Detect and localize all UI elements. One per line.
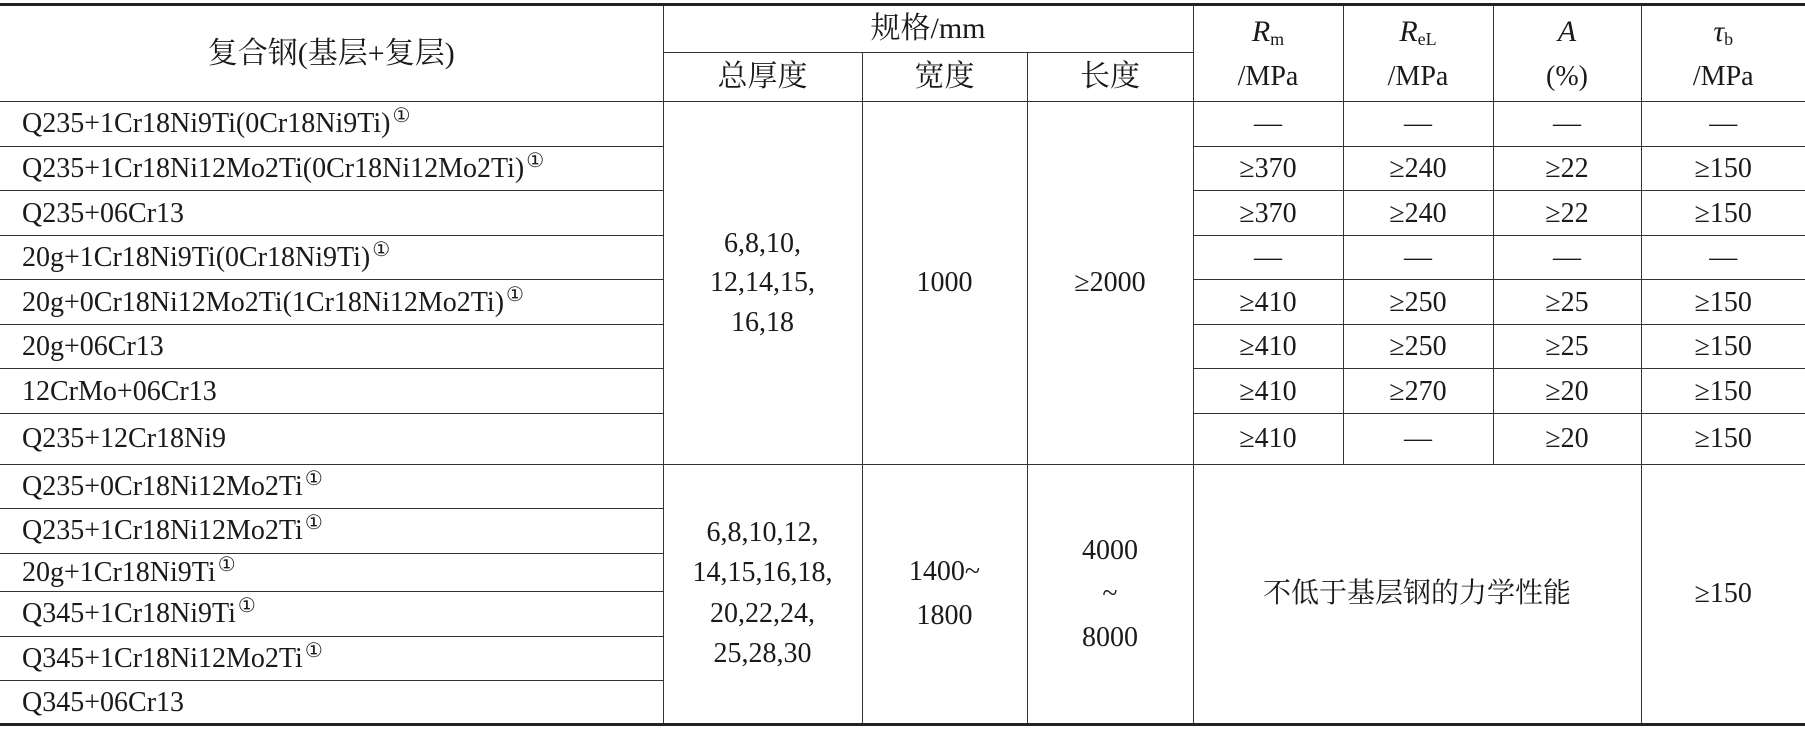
thickness-line: 6,8,10, <box>724 228 801 260</box>
composite-name: Q235+1Cr18Ni9Ti(0Cr18Ni9Ti) <box>22 108 391 140</box>
thickness-line: 20,22,24, <box>710 597 815 629</box>
width-line: 1400~ <box>908 556 981 588</box>
footnote-marker: ① <box>506 283 524 306</box>
rel-cell: ≥270 <box>1343 369 1493 414</box>
composite-name-cell <box>0 280 663 325</box>
length-line: 4000 <box>1082 534 1138 566</box>
composite-steel-spec-table <box>0 3 1805 726</box>
header-rel <box>1343 5 1493 102</box>
composite-name: Q345+1Cr18Ni12Mo2Ti <box>22 643 303 675</box>
tau-unit: /MPa <box>1692 61 1754 93</box>
composite-name: 20g+1Cr18Ni9Ti <box>22 556 216 588</box>
composite-name-cell <box>0 681 663 725</box>
rel-cell: ≥250 <box>1343 324 1493 369</box>
header-row-1 <box>0 5 1805 53</box>
group2-properties: 不低于基层钢的力学性能 <box>1193 464 1641 724</box>
composite-name: Q235+12Cr18Ni9 <box>22 423 227 455</box>
rm-cell: ≥410 <box>1193 369 1343 414</box>
composite-name-cell <box>0 191 663 236</box>
footnote-marker: ① <box>526 150 545 173</box>
composite-name: Q345+1Cr18Ni9Ti <box>22 598 236 630</box>
footnote-marker: ① <box>304 640 323 663</box>
group1-length: ≥2000 <box>1027 102 1193 464</box>
rel-cell: — <box>1343 102 1493 147</box>
a-cell: ≥25 <box>1493 280 1641 325</box>
tau-cell: ≥150 <box>1641 191 1805 236</box>
header-composite: 复合钢(基层+复层) <box>0 5 663 102</box>
rm-cell: ≥410 <box>1193 324 1343 369</box>
rel-cell: — <box>1343 414 1493 465</box>
composite-name-cell <box>0 509 663 554</box>
header-length: 长度 <box>1027 52 1193 102</box>
composite-name-cell <box>0 553 663 591</box>
width-line: 1800 <box>916 599 973 631</box>
rm-cell: ≥370 <box>1193 191 1343 236</box>
thickness-line: 25,28,30 <box>713 638 812 670</box>
tau-cell: ≥150 <box>1641 324 1805 369</box>
composite-name-cell <box>0 464 663 509</box>
group1-thickness <box>663 102 862 464</box>
footnote-marker: ① <box>304 512 323 535</box>
rel-cell: — <box>1343 235 1493 280</box>
table-row <box>0 102 1805 147</box>
thickness-line: 14,15,16,18, <box>692 557 833 589</box>
thickness-line: 12,14,15, <box>710 267 815 299</box>
length-line: 8000 <box>1082 621 1138 653</box>
rel-cell: ≥240 <box>1343 146 1493 191</box>
composite-name-cell <box>0 636 663 681</box>
a-cell: ≥20 <box>1493 369 1641 414</box>
header-width: 宽度 <box>862 52 1027 102</box>
footnote-marker: ① <box>372 239 391 262</box>
a-cell: ≥22 <box>1493 191 1641 236</box>
footnote-marker: ① <box>217 553 236 576</box>
thickness-line: 6,8,10,12, <box>706 516 819 548</box>
group2-tau: ≥150 <box>1641 464 1805 724</box>
tau-cell: ≥150 <box>1641 146 1805 191</box>
tau-cell: ≥150 <box>1641 414 1805 465</box>
rm-cell: — <box>1193 235 1343 280</box>
tau-symbol: τ <box>1713 14 1725 48</box>
group1-width: 1000 <box>862 102 1027 464</box>
tau-cell: — <box>1641 235 1805 280</box>
rel-cell: ≥240 <box>1343 191 1493 236</box>
rm-subscript: m <box>1270 28 1285 49</box>
rel-unit: /MPa <box>1387 61 1449 93</box>
a-cell: — <box>1493 102 1641 147</box>
footnote-marker: ① <box>304 467 323 490</box>
composite-name: 20g+06Cr13 <box>22 331 164 363</box>
header-rm <box>1193 5 1343 102</box>
composite-name-cell <box>0 414 663 465</box>
composite-name: Q235+1Cr18Ni12Mo2Ti <box>22 515 303 547</box>
composite-name: 12CrMo+06Cr13 <box>22 375 217 407</box>
rel-symbol: R <box>1399 14 1418 48</box>
composite-name-cell <box>0 102 663 147</box>
footnote-marker: ① <box>237 595 256 618</box>
header-spec: 规格/mm <box>663 5 1193 53</box>
rm-cell: — <box>1193 102 1343 147</box>
header-a <box>1493 5 1641 102</box>
a-cell: ≥20 <box>1493 414 1641 465</box>
header-total-thickness: 总厚度 <box>663 52 862 102</box>
rel-subscript: eL <box>1417 28 1437 49</box>
composite-name: 20g+1Cr18Ni9Ti(0Cr18Ni9Ti) <box>22 242 371 274</box>
composite-name-cell <box>0 146 663 191</box>
tau-cell: — <box>1641 102 1805 147</box>
table-row <box>0 464 1805 509</box>
composite-name: Q235+1Cr18Ni12Mo2Ti(0Cr18Ni12Mo2Ti) <box>22 153 525 185</box>
composite-name: 20g+0Cr18Ni12Mo2Ti(1Cr18Ni12Mo2Ti) <box>22 286 505 318</box>
a-symbol: A <box>1557 14 1577 48</box>
rm-cell: ≥370 <box>1193 146 1343 191</box>
composite-name-cell <box>0 592 663 637</box>
a-cell: ≥25 <box>1493 324 1641 369</box>
tau-cell: ≥150 <box>1641 280 1805 325</box>
a-cell: ≥22 <box>1493 146 1641 191</box>
rel-cell: ≥250 <box>1343 280 1493 325</box>
tau-subscript: b <box>1724 28 1734 49</box>
composite-name: Q235+0Cr18Ni12Mo2Ti <box>22 470 303 502</box>
composite-name: Q235+06Cr13 <box>22 197 185 229</box>
composite-name: Q345+06Cr13 <box>22 686 185 718</box>
rm-cell: ≥410 <box>1193 280 1343 325</box>
group2-thickness <box>663 464 862 724</box>
composite-name-cell <box>0 235 663 280</box>
composite-name-cell <box>0 324 663 369</box>
tau-cell: ≥150 <box>1641 369 1805 414</box>
composite-name-cell <box>0 369 663 414</box>
group2-length <box>1027 464 1193 724</box>
header-tau <box>1641 5 1805 102</box>
rm-cell: ≥410 <box>1193 414 1343 465</box>
length-line: ~ <box>1102 578 1118 610</box>
a-unit: (%) <box>1546 61 1588 93</box>
rm-symbol: R <box>1251 14 1271 48</box>
group2-width <box>862 464 1027 724</box>
rm-unit: /MPa <box>1237 61 1299 93</box>
footnote-marker: ① <box>392 105 411 128</box>
a-cell: — <box>1493 235 1641 280</box>
thickness-line: 16,18 <box>731 306 794 338</box>
